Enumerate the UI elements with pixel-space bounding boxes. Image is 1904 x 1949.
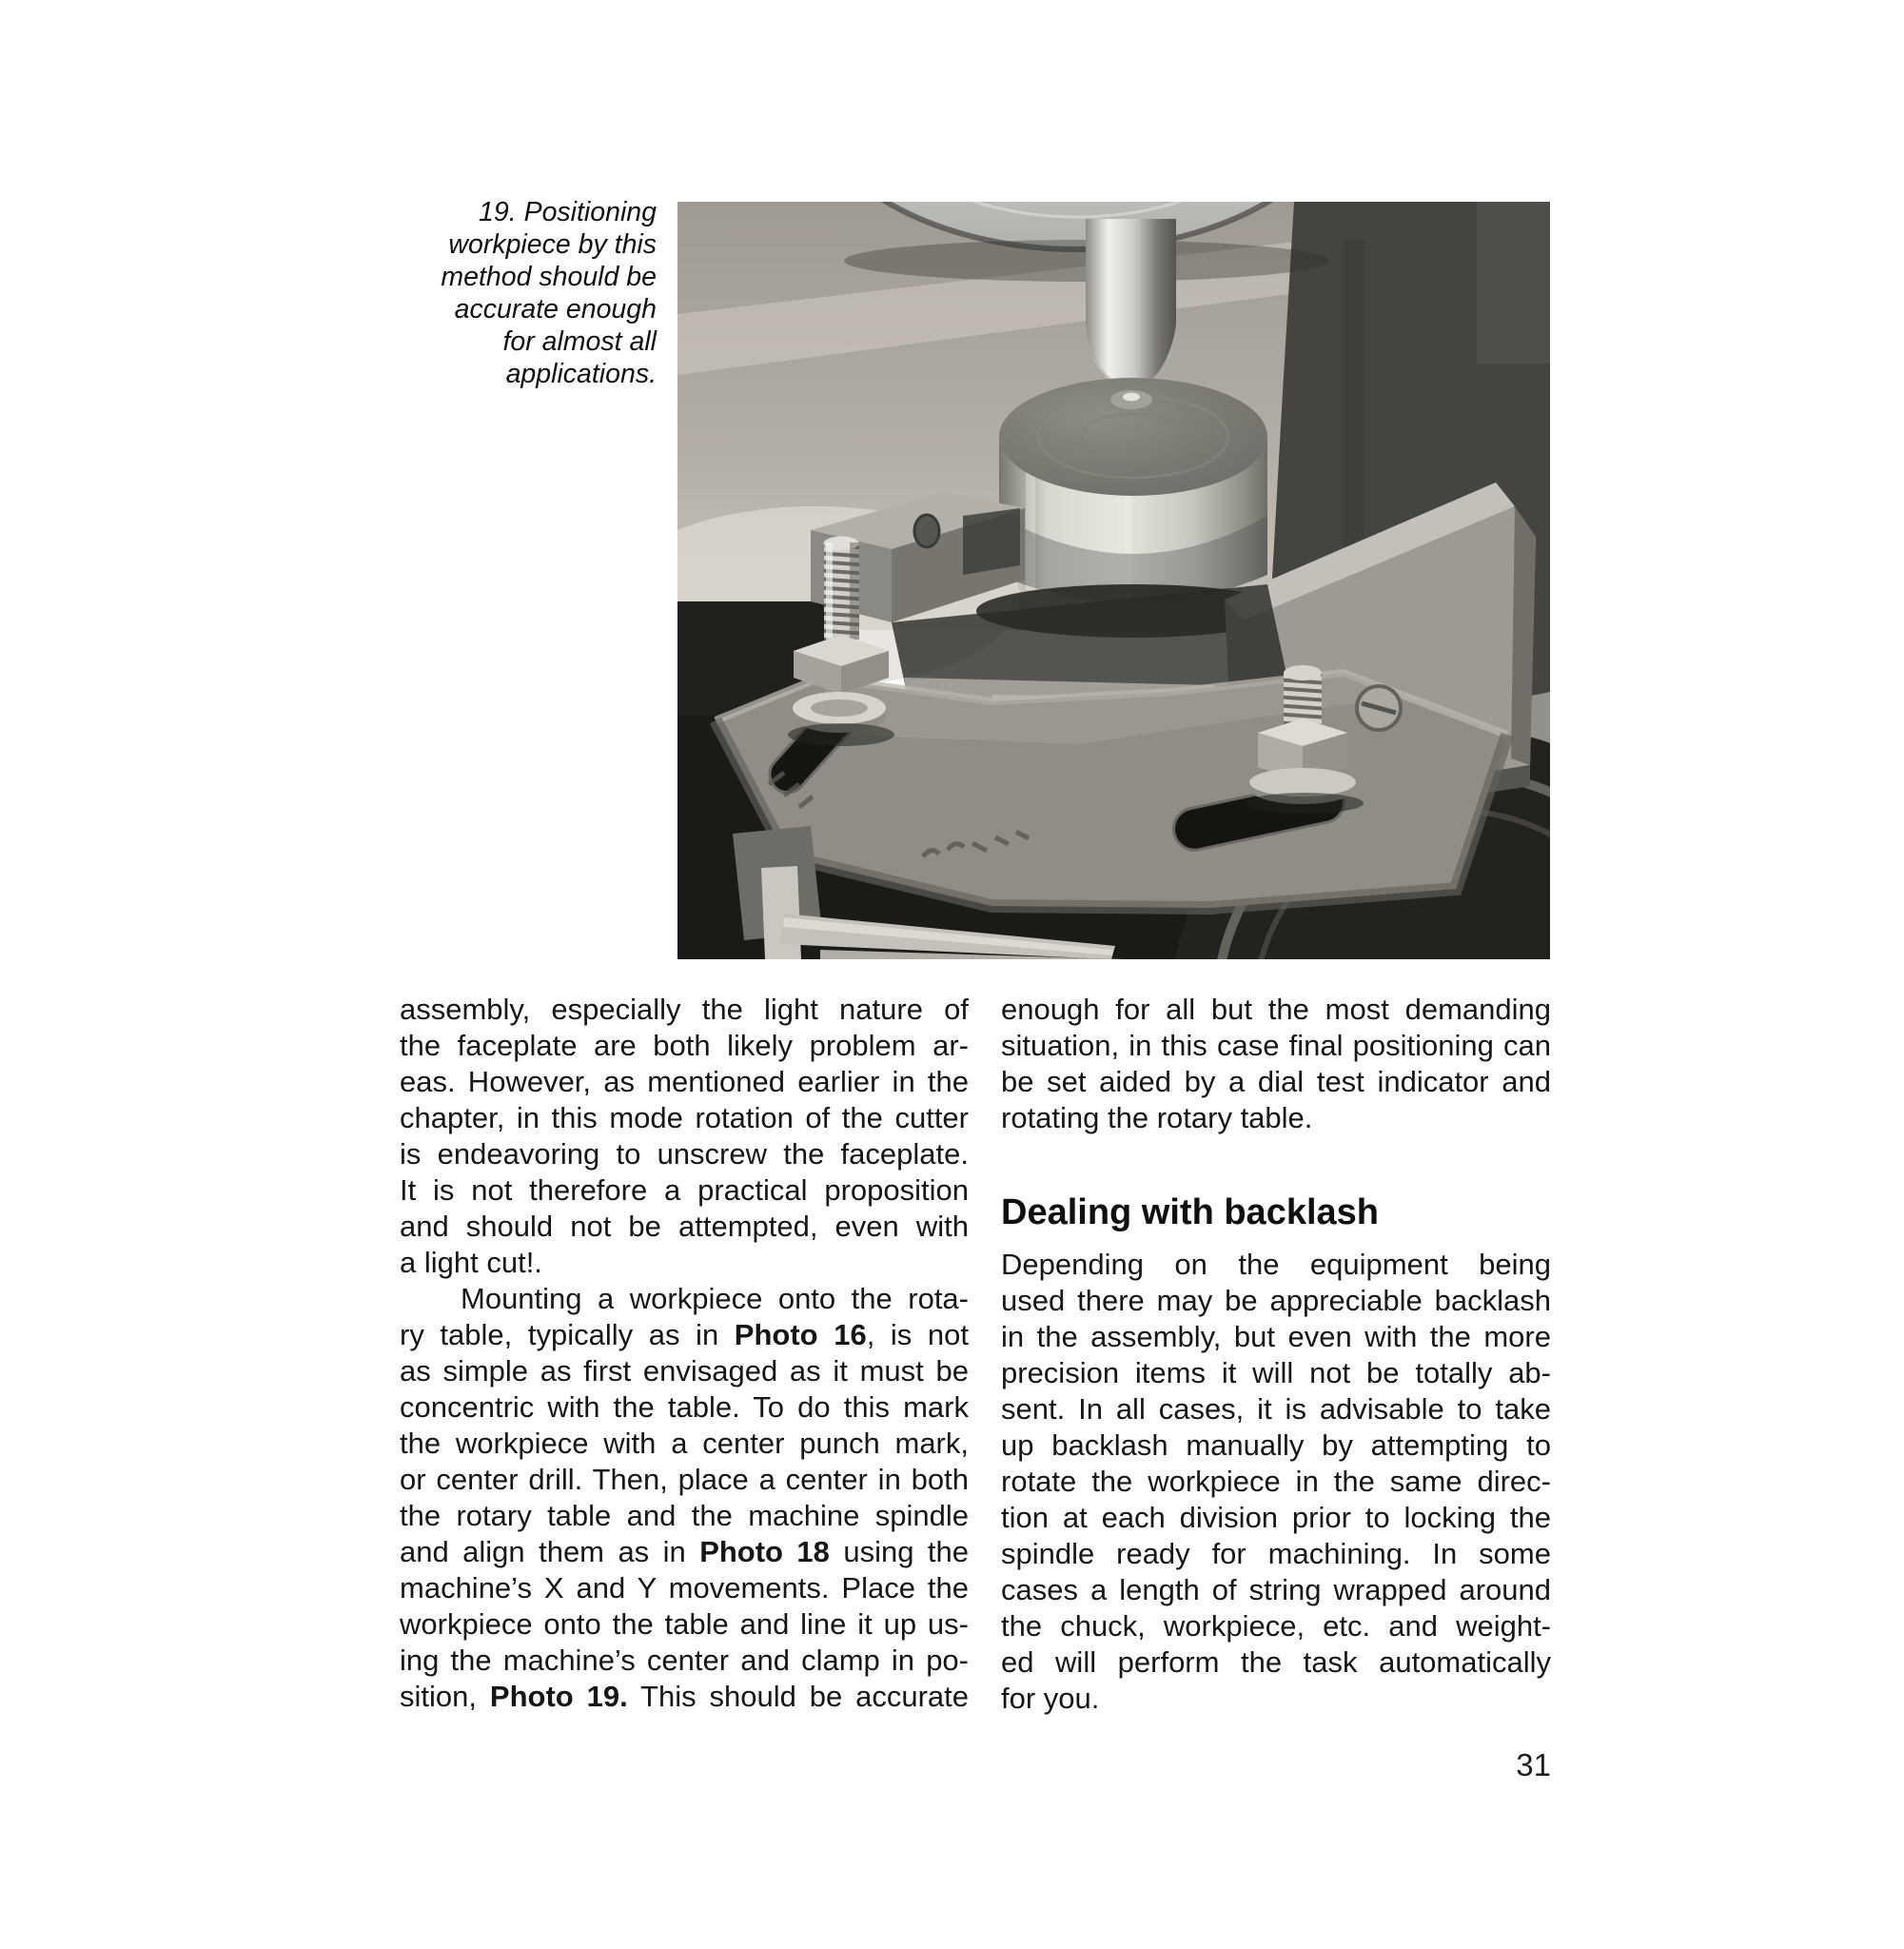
caption-line: for almost all bbox=[502, 326, 657, 357]
paragraph-mounting-workpiece bbox=[400, 1281, 969, 1715]
text-line: up backlash manually by attempting to bbox=[1001, 1428, 1551, 1462]
bold-run: Photo 18 bbox=[699, 1535, 830, 1568]
page-number: 31 bbox=[1516, 1747, 1551, 1782]
bold-run: Photo 16 bbox=[734, 1318, 867, 1351]
bold-run: Photo 19. bbox=[489, 1680, 628, 1713]
text-line: and should not be attempted, even with bbox=[400, 1210, 969, 1243]
text-line: the workpiece with a center punch mark, bbox=[400, 1427, 969, 1460]
text-line: rotating the rotary table. bbox=[1001, 1101, 1313, 1134]
text-line: be set aided by a dial test indicator and bbox=[1001, 1065, 1551, 1098]
text-line: Depending on the equipment being bbox=[1001, 1248, 1551, 1281]
text-line: rotate the workpiece in the same direc- bbox=[1001, 1465, 1551, 1498]
caption-line: accurate enough bbox=[454, 294, 657, 325]
paragraph-backlash bbox=[1001, 1247, 1551, 1717]
text-line: workpiece onto the table and line it up us- bbox=[400, 1607, 969, 1641]
text-line: spindle ready for machining. In some bbox=[1001, 1537, 1551, 1570]
text-line: machine’s X and Y movements. Place the bbox=[400, 1571, 969, 1604]
text-line: ing the machine’s center and clamp in po- bbox=[400, 1644, 969, 1677]
text-line: assembly, especially the light nature of bbox=[400, 993, 969, 1026]
text-line: situation, in this case final positioning can bbox=[1001, 1029, 1551, 1062]
text-line: ed will perform the task automatically bbox=[1001, 1645, 1551, 1679]
text-line: the faceplate are both likely problem ar- bbox=[400, 1029, 969, 1062]
section-heading-dealing-with-backlash: Dealing with backlash bbox=[1001, 1192, 1379, 1232]
figure-caption bbox=[373, 196, 657, 390]
text-line: Mounting a workpiece onto the rota- bbox=[461, 1282, 969, 1315]
text-line: cases a length of string wrapped around bbox=[1001, 1573, 1551, 1606]
text-line: ry table, typically as in Photo 16, is not bbox=[400, 1318, 969, 1351]
paragraph-faceplate bbox=[400, 992, 969, 1281]
column-right bbox=[1001, 992, 1551, 1717]
text-line: sent. In all cases, it is advisable to take bbox=[1001, 1392, 1551, 1426]
text-line: chapter, in this mode rotation of the cutter bbox=[400, 1101, 969, 1134]
caption-line: workpiece by this bbox=[448, 229, 657, 260]
text-line: as simple as first envisaged as it must be bbox=[400, 1354, 969, 1388]
text-line: used there may be appreciable backlash bbox=[1001, 1284, 1551, 1317]
text-line: tion at each division prior to locking the bbox=[1001, 1501, 1551, 1534]
text-line: a light cut!. bbox=[400, 1246, 542, 1279]
caption-line: applications. bbox=[505, 359, 657, 389]
column-left bbox=[400, 992, 969, 1715]
text-line: precision items it will not be totally ab- bbox=[1001, 1356, 1551, 1389]
text-line: for you. bbox=[1001, 1682, 1100, 1715]
paragraph-final-positioning bbox=[1001, 992, 1551, 1136]
text-line: in the assembly, but even with the more bbox=[1001, 1320, 1551, 1353]
text-line: is endeavoring to unscrew the faceplate. bbox=[400, 1137, 969, 1171]
text-line: or center drill. Then, place a center in both bbox=[400, 1463, 969, 1496]
photo-slotted-plug bbox=[1357, 686, 1401, 730]
text-line: sition, Photo 19. This should be accurate bbox=[400, 1680, 969, 1713]
text-line: It is not therefore a practical proposition bbox=[400, 1173, 969, 1207]
text-line: and align them as in Photo 18 using the bbox=[400, 1535, 969, 1568]
text-line: enough for all but the most demanding bbox=[1001, 993, 1551, 1026]
caption-line: 19. Positioning bbox=[479, 197, 657, 227]
text-line: the chuck, workpiece, etc. and weight- bbox=[1001, 1609, 1551, 1643]
figure-photo-rotary-table-clamp bbox=[677, 202, 1550, 959]
caption-line: method should be bbox=[441, 262, 657, 292]
text-line: concentric with the table. To do this mark bbox=[400, 1390, 969, 1424]
text-line: eas. However, as mentioned earlier in the bbox=[400, 1065, 969, 1098]
text-line: the rotary table and the machine spindle bbox=[400, 1499, 969, 1532]
